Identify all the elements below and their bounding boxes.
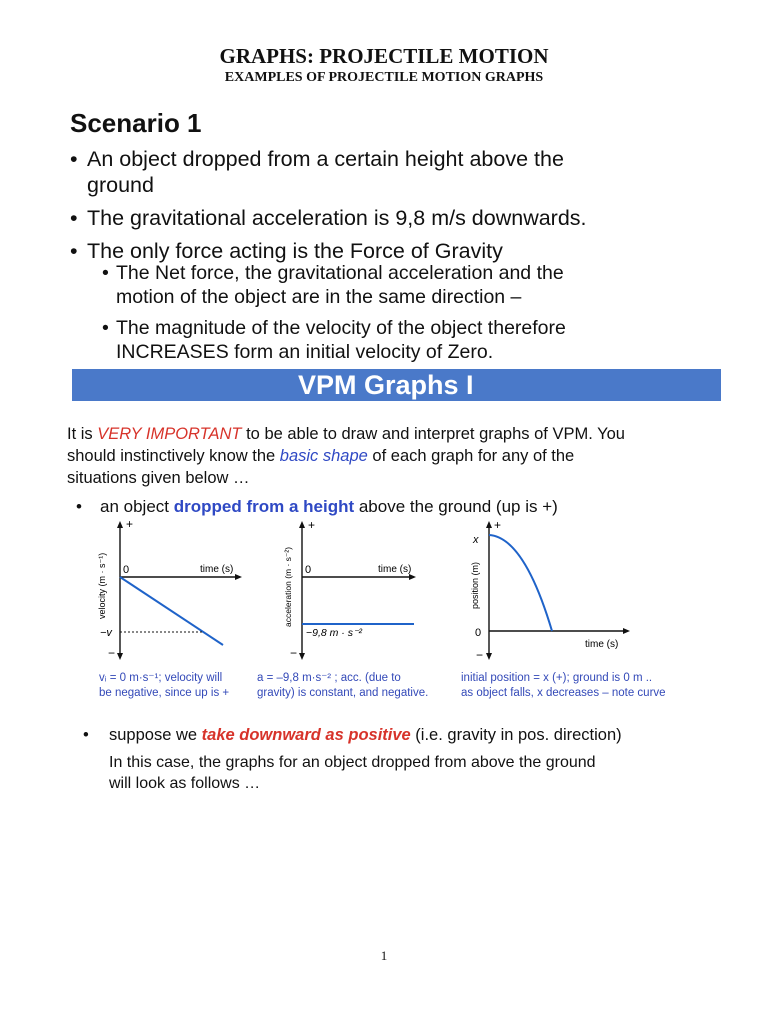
scenario-sub-bullet: • The Net force, the gravitational acceleration and the — [102, 262, 564, 284]
scenario-heading: Scenario 1 — [70, 108, 202, 138]
velocity-time-graph — [92, 519, 242, 661]
scenario-bullet-continued: ground — [87, 173, 154, 197]
acceleration-caption-line: gravity) is constant, and negative. — [257, 687, 429, 699]
top-sign: + — [126, 519, 134, 531]
top-sign: + — [494, 519, 502, 532]
position-curve — [489, 535, 552, 631]
y-axis-arrow-top — [486, 521, 492, 528]
position-caption-line: as object falls, x decreases – note curve — [461, 687, 666, 699]
y-axis-label: position (m) — [470, 561, 480, 609]
very-important-text: VERY IMPORTANT — [97, 425, 242, 443]
scenario-bullet: • The only force acting is the Force of Gravity — [70, 239, 503, 263]
origin-label: 0 — [305, 564, 312, 576]
y-axis-label: acceleration (m · s⁻²) — [283, 546, 293, 627]
y-axis-arrow-bottom — [299, 653, 305, 660]
page-number: 1 — [380, 948, 388, 963]
intro-line: situations given below … — [67, 469, 250, 487]
slide-text-line: In this case, the graphs for an object dropped from above the ground — [109, 754, 596, 771]
slide-text-line: will look as follows … — [109, 775, 261, 792]
y-axis-arrow-top — [117, 521, 123, 528]
bottom-sign: − — [476, 648, 484, 661]
scenario-sub-bullet: • The magnitude of the velocity of the object therefore — [102, 317, 566, 339]
scenario-bullet: • The gravitational acceleration is 9,8 m/s downwards. — [70, 206, 587, 230]
slide-title: VPM Graphs I — [298, 370, 474, 400]
intro-line: It is VERY IMPORTANT to be able to draw and interpret graphs of VPM. You — [67, 425, 625, 443]
acceleration-value-label: −9,8 m · s⁻² — [306, 627, 363, 639]
scenario-sub-bullet-continued: INCREASES form an initial velocity of Zero. — [116, 341, 494, 363]
x-axis-label: time (s) — [378, 564, 412, 575]
scenario-bullet: • An object dropped from a certain height above the — [70, 147, 564, 171]
x-axis-arrow — [235, 574, 242, 580]
velocity-caption-line: be negative, since up is + — [99, 687, 230, 699]
position-caption-line: initial position = x (+); ground is 0 m .. — [461, 672, 653, 684]
position-time-graph — [464, 519, 634, 661]
velocity-caption-line: vᵢ = 0 m·s⁻¹; velocity will — [99, 672, 223, 684]
intro-line: should instinctively know the basic shape of each graph for any of the — [67, 447, 575, 465]
acceleration-caption-line: a = –9,8 m·s⁻² ; acc. (due to — [257, 672, 401, 684]
velocity-line — [120, 577, 223, 645]
document-title: GRAPHS: PROJECTILE MOTION — [219, 44, 549, 68]
y-axis-label: velocity (m · s⁻¹) — [97, 552, 107, 619]
document-subtitle: EXAMPLES OF PROJECTILE MOTION GRAPHS — [224, 70, 544, 85]
top-sign: + — [308, 519, 316, 532]
basic-shape-text: basic shape — [279, 447, 368, 465]
bottom-sign: − — [290, 646, 298, 660]
x-axis-arrow — [623, 628, 630, 634]
slide-bullet: • suppose we take downward as positive (i.e. gravity in pos. direction) — [83, 726, 622, 744]
initial-position-label: x — [473, 534, 479, 546]
x-axis-label: time (s) — [200, 564, 234, 575]
x-axis-label: time (s) — [585, 639, 619, 650]
origin-label: 0 — [475, 627, 482, 639]
bottom-sign: − — [108, 646, 116, 660]
scenario-sub-bullet-continued: motion of the object are in the same direction – — [116, 286, 522, 308]
y-axis-arrow-bottom — [486, 653, 492, 660]
origin-label: 0 — [123, 564, 130, 576]
neg-v-label: −v — [100, 627, 112, 639]
y-axis-arrow-bottom — [117, 653, 123, 660]
y-axis-arrow-top — [299, 521, 305, 528]
acceleration-time-graph — [280, 519, 440, 661]
slide-bullet: • an object dropped from a height above the ground (up is +) — [76, 497, 558, 516]
